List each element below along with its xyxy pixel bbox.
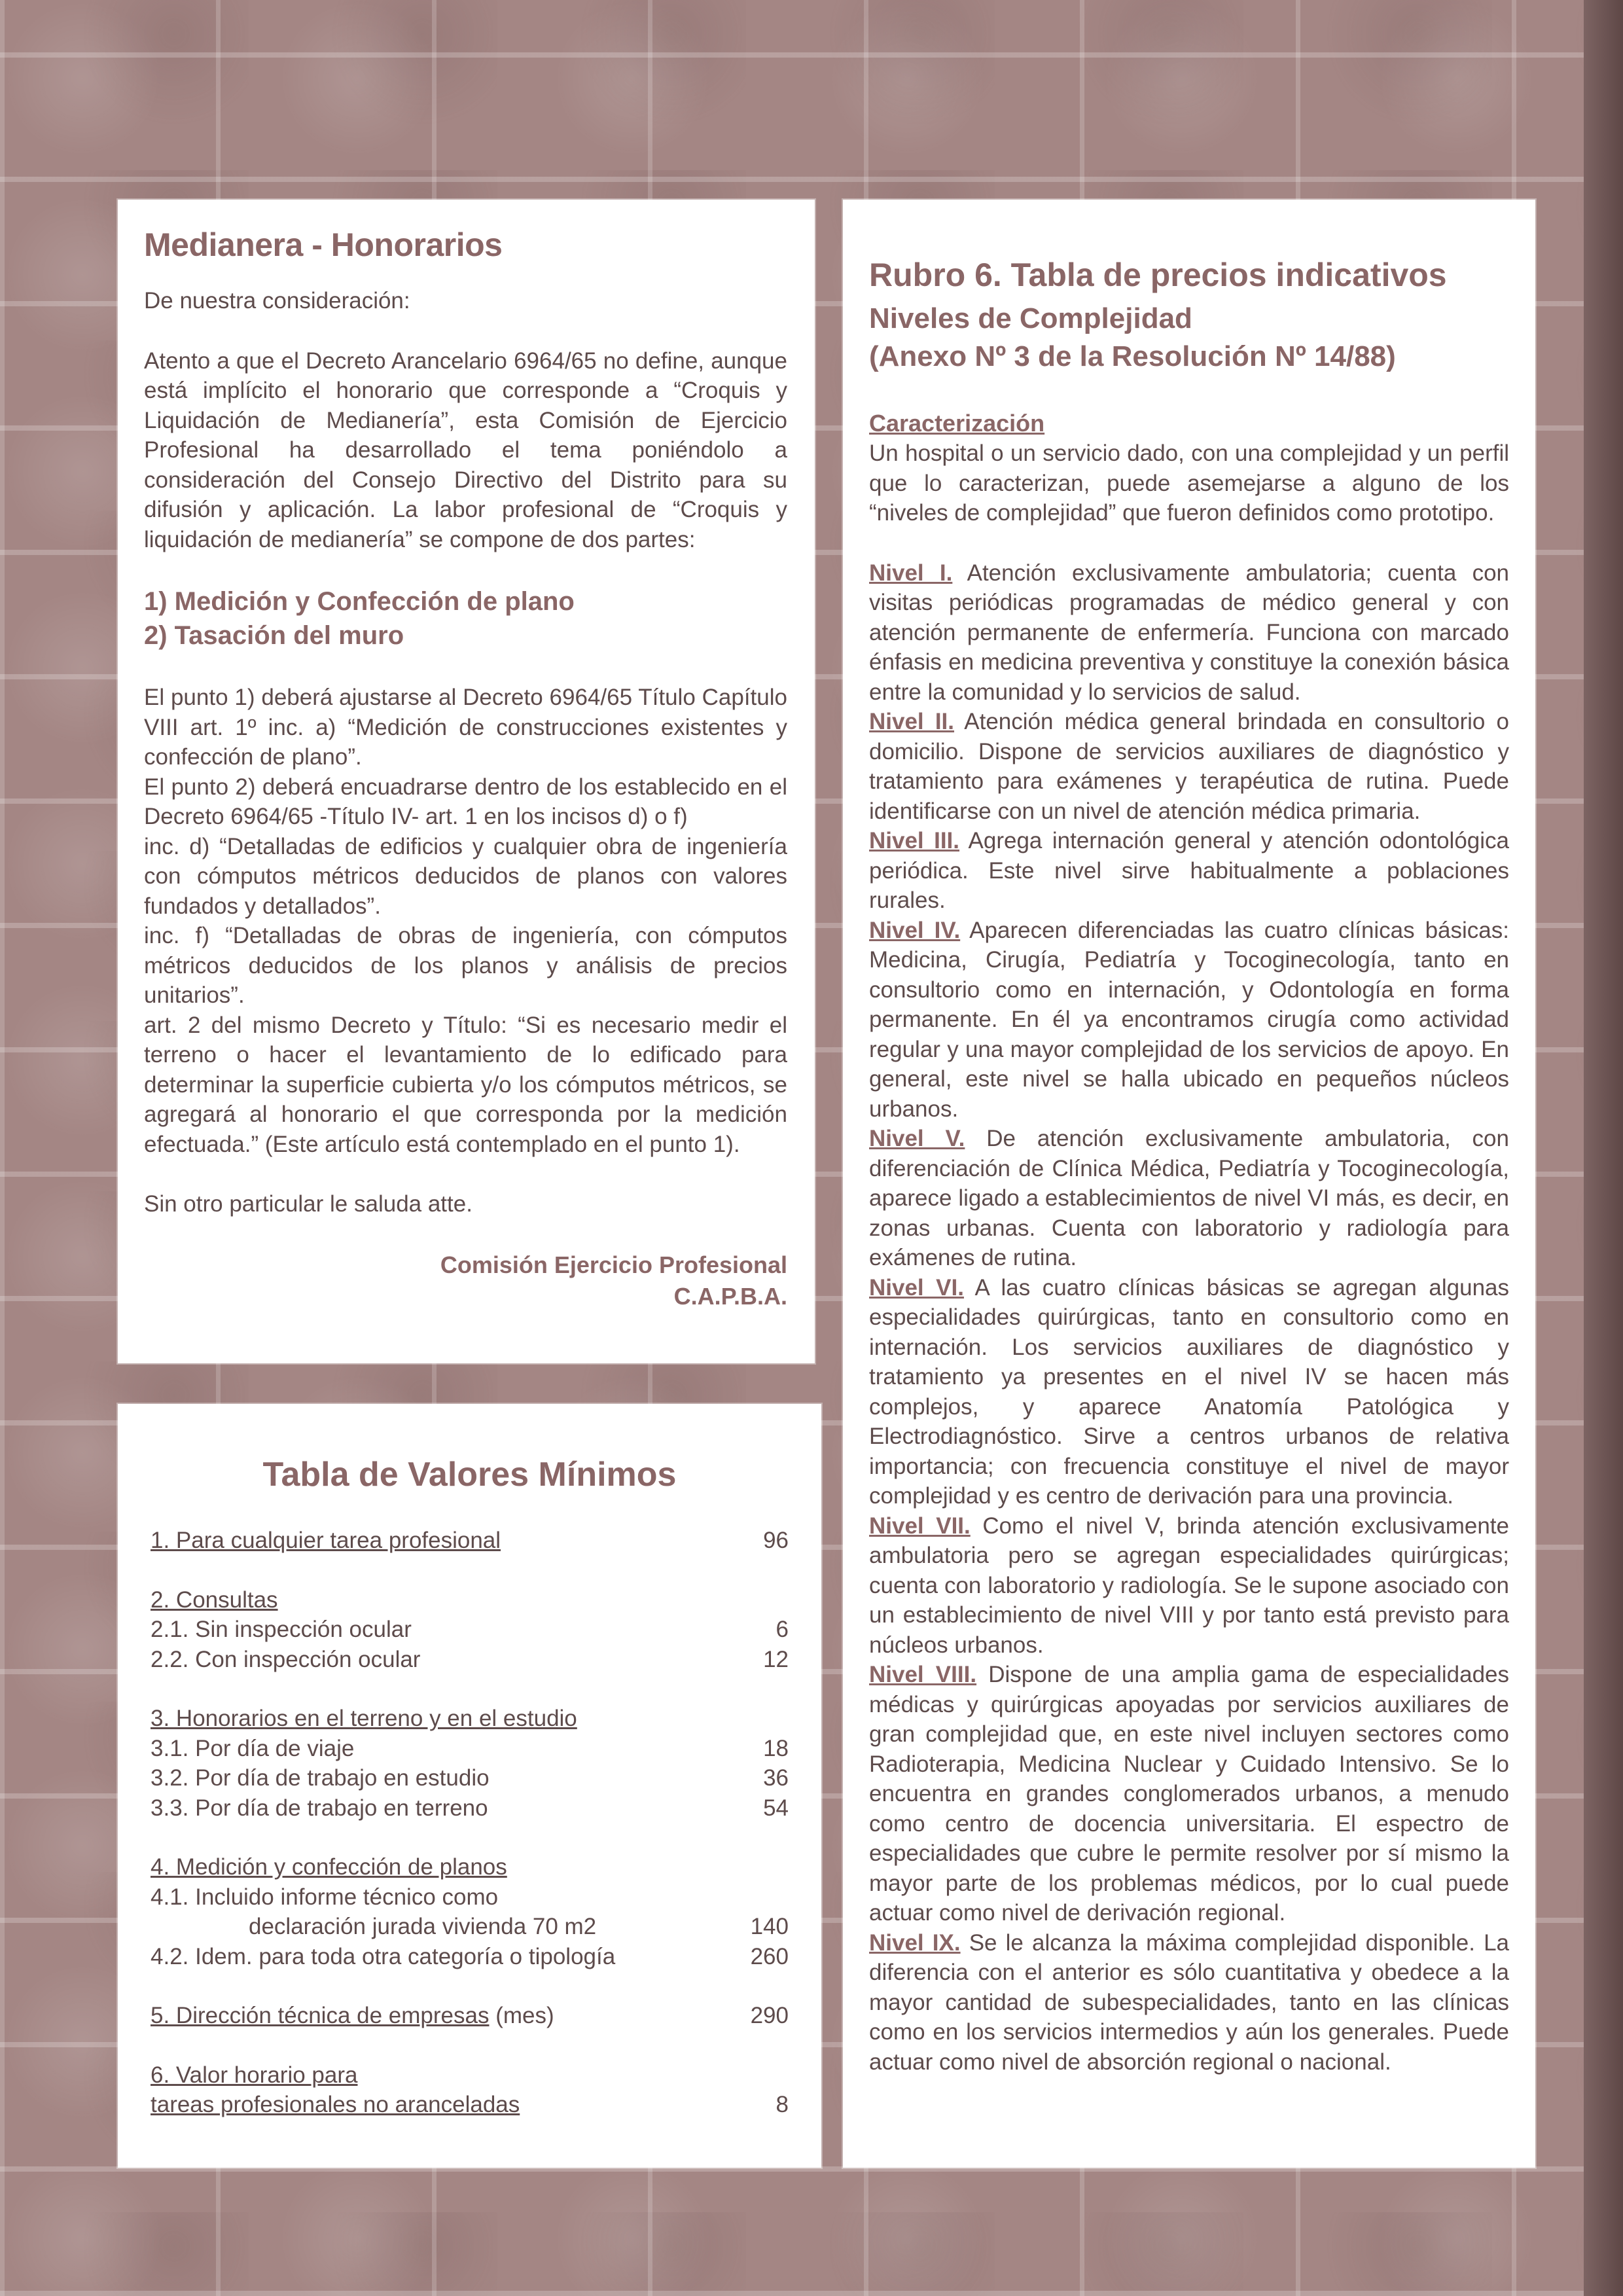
row-label: 3.1. Por día de viaje — [151, 1735, 355, 1761]
row-suffix: (mes) — [489, 2003, 554, 2028]
level-label: Nivel IV. — [869, 917, 961, 943]
row-value: 96 — [763, 1528, 789, 1553]
level-paragraph — [869, 707, 1509, 826]
item-medicion: 1) Medición y Confección de plano — [144, 587, 575, 616]
level-paragraph — [869, 1511, 1509, 1660]
signature-org: C.A.P.B.A. — [673, 1282, 787, 1310]
item-tasacion: 2) Tasación del muro — [144, 621, 404, 650]
rubro-6-panel — [843, 200, 1535, 2168]
level-label: Nivel VI. — [869, 1274, 964, 1300]
row-value: 6 — [776, 1617, 789, 1642]
caracterizacion-text: Un hospital o un servicio dado, con una complejidad y un perfil que lo caracterizan, puede asemejarse a alguno de los “niveles de complejidad” que fueron definidos como prototipo. — [869, 440, 1509, 526]
level-text: Atención exclusivamente ambulatoria; cuenta con visitas periódicas programadas de médico general y con atención permanente de enfermería. Funciona con marcado énfasis en medicina preventiva y constituye la conexión básica entre la comunidad y lo servicios de salud. — [869, 560, 1510, 705]
table-row — [151, 1793, 789, 1823]
level-paragraph — [869, 916, 1509, 1124]
level-text: Se le alcanza la máxima complejidad disponible. La diferencia con el anterior es sólo cuantitativa y obedece a la mayor cantidad de subespecialidades, tanto en las clínicas como en los servicios intermedios y aún los generales. Puede actuar como nivel de absorción regional o nacional. — [869, 1929, 1510, 2075]
table-row — [151, 1615, 789, 1645]
paragraph-intro: Atento a que el Decreto Arancelario 6964/65 no define, aunque está implícito el honorario que corresponde a “Croquis y Liquidación de Medianería”, esta Comisión de Ejercicio Profesional ha desarrollado el tema poniéndolo a consideración del Consejo Directivo del Distrito para su difusión y aplicación. La labor profesional de “Croquis y liquidación de medianería” se compone de dos partes: — [144, 348, 787, 552]
level-text: A las cuatro clínicas básicas se agregan algunas especialidades quirúrgicas, tanto en consultorio como en internación. Los servicios auxiliares de diagnóstico y tratamiento ya presentes en el nivel IV se hacen más complejos, y aparece Anatomía Patológica y Electrodiagnóstico. Sirve a centros urbanos de relativa importancia; con frecuencia constituye el nivel de mayor complejidad y es centro de derivación para una provincia. — [869, 1274, 1510, 1509]
row-label: 5. Dirección técnica de empresas — [151, 2003, 490, 2028]
rubro-annex: (Anexo Nº 3 de la Resolución Nº 14/88) — [869, 340, 1396, 372]
paragraph-inc-d: inc. d) “Detalladas de edificios y cualquier obra de ingeniería con cómputos métricos deducidos de planos con valores fundados y detallados”. — [144, 833, 787, 919]
table-row — [151, 1942, 789, 1972]
valores-minimos-panel — [118, 1404, 821, 2168]
row-label: declaración jurada vivienda 70 m2 — [249, 1914, 597, 1939]
table-row — [151, 1526, 789, 1556]
medianera-panel — [118, 200, 815, 1363]
rubro-title: Rubro 6. Tabla de precios indicativos — [869, 257, 1447, 293]
row-label: 3.3. Por día de trabajo en terreno — [151, 1795, 488, 1821]
table-row — [151, 1852, 789, 1882]
paragraph-punto-1: El punto 1) deberá ajustarse al Decreto 6964/65 Título Capítulo VIII art. 1º inc. a) “Medición de construcciones existentes y confección de plano”. — [144, 685, 787, 770]
row-value: 140 — [750, 1914, 789, 1939]
level-paragraph — [869, 1928, 1509, 2077]
section-label: 6. Valor horario para — [151, 2062, 358, 2088]
level-text: Atención médica general brindada en consultorio o domicilio. Dispone de servicios auxiliares de diagnóstico y tratamiento para exámenes y terapéutica de rutina. Puede identificarse con un nivel de atención médica primaria. — [869, 709, 1509, 824]
closing: Sin otro particular le saluda atte. — [144, 1191, 473, 1217]
section-label: 2. Consultas — [151, 1587, 278, 1613]
signature-commission: Comisión Ejercicio Profesional — [440, 1251, 787, 1278]
table-title: Tabla de Valores Mínimos — [262, 1456, 677, 1494]
level-label: Nivel III. — [869, 828, 960, 853]
row-value: 12 — [763, 1646, 789, 1672]
row-label: 2.2. Con inspección ocular — [151, 1646, 421, 1672]
table-row — [151, 1585, 789, 1615]
row-value: 54 — [763, 1795, 789, 1821]
row-label: 1. Para cualquier tarea profesional — [151, 1528, 501, 1553]
level-text: Aparecen diferenciadas las cuatro clínicas básicas: Medicina, Cirugía, Pediatría y Tocoginecología, tanto en consultorio como en internación, y Odontología en forma permanente. En él ya encontramos cirugía como actividad regular y una mayor complejidad de los servicios de apoyo. En general, este nivel se halla ubicado en pequeños núcleos urbanos. — [869, 917, 1509, 1122]
level-paragraph — [869, 826, 1509, 916]
rubro-subtitle: Niveles de Complejidad — [869, 302, 1192, 334]
table-row — [151, 2060, 789, 2090]
level-paragraph — [869, 1660, 1509, 1928]
section-label: 4. Medición y confección de planos — [151, 1854, 507, 1880]
row-label: 4.1. Incluido informe técnico como — [151, 1884, 499, 1910]
level-label: Nivel VII. — [869, 1513, 971, 1539]
paragraph-punto-2: El punto 2) deberá encuadrarse dentro de los establecido en el Decreto 6964/65 -Título IV- art. 1 en los incisos d) o f) — [144, 774, 787, 829]
row-label: 2.1. Sin inspección ocular — [151, 1617, 412, 1642]
level-label: Nivel VIII. — [869, 1662, 977, 1687]
paragraph-art-2: art. 2 del mismo Decreto y Título: “Si es necesario medir el terreno o hacer el levantamiento de lo edificado para determinar la superficie cubierta y/o los cómputos métricos, se agregará al honorario el que corresponda por la medición efectuada.” (Este artículo está contemplado en el punto 1). — [144, 1012, 787, 1157]
level-text: Agrega internación general y atención odontológica periódica. Este nivel sirve habitualmente a poblaciones rurales. — [869, 828, 1509, 913]
row-value: 290 — [750, 2003, 789, 2028]
section-label: 3. Honorarios en el terreno y en el estudio — [151, 1706, 577, 1731]
level-label: Nivel I. — [869, 560, 953, 586]
page-edge — [1584, 0, 1623, 2296]
table-row — [151, 1645, 789, 1675]
table-row — [151, 2090, 789, 2120]
table-row — [151, 2001, 789, 2031]
level-label: Nivel II. — [869, 709, 955, 734]
caracterizacion-heading: Caracterización — [869, 410, 1045, 437]
row-label: 3.2. Por día de trabajo en estudio — [151, 1765, 490, 1791]
row-value: 8 — [776, 2092, 789, 2117]
table-row — [151, 1912, 789, 1942]
greeting: De nuestra consideración: — [144, 288, 410, 314]
row-label: 4.2. Idem. para toda otra categoría o tipología — [151, 1943, 616, 1969]
table-row — [151, 1763, 789, 1793]
table-row — [151, 1704, 789, 1734]
row-value: 18 — [763, 1735, 789, 1761]
level-label: Nivel IX. — [869, 1929, 961, 1956]
paragraph-inc-f: inc. f) “Detalladas de obras de ingeniería, con cómputos métricos deducidos de los planos y análisis de precios unitarios”. — [144, 923, 787, 1008]
medianera-title: Medianera - Honorarios — [144, 226, 503, 263]
row-value: 260 — [750, 1943, 789, 1969]
level-label: Nivel V. — [869, 1126, 965, 1151]
row-label: tareas profesionales no aranceladas — [151, 2092, 520, 2117]
level-text: De atención exclusivamente ambulatoria, con diferenciación de Clínica Médica, Pediatría y Tocoginecología, aparece ligado a establecimientos de nivel VI más, es decir, en zonas urbanas. Cuenta con laboratorio y radiología para exámenes de rutina. — [869, 1126, 1509, 1270]
table-row — [151, 1882, 789, 1912]
level-paragraph — [869, 558, 1509, 708]
level-text: Dispone de una amplia gama de especialidades médicas y quirúrgicas apoyadas por servicios auxiliares de gran complejidad que, en este nivel incluyen sectores como Radioterapia, Medicina Nuclear y Cuidado Intensivo. Se lo encuentra en grandes conglomerados urbanos, a menudo como centro de docencia universitaria. El espectro de especialidades que cubre le permite resolver por sí mismo la mayor parte de los problemas médicos, por lo cual puede actuar como nivel de derivación regional. — [869, 1662, 1510, 1926]
level-paragraph — [869, 1124, 1509, 1273]
level-paragraph — [869, 1273, 1509, 1511]
level-text: Como el nivel V, brinda atención exclusivamente ambulatoria pero se agregan especialidades quirúrgicas; cuenta con laboratorio y radiología. Se le supone asociado con un establecimiento de nivel VIII y por tanto está previsto para núcleos urbanos. — [869, 1513, 1509, 1658]
table-row — [151, 1734, 789, 1764]
row-value: 36 — [763, 1765, 789, 1791]
